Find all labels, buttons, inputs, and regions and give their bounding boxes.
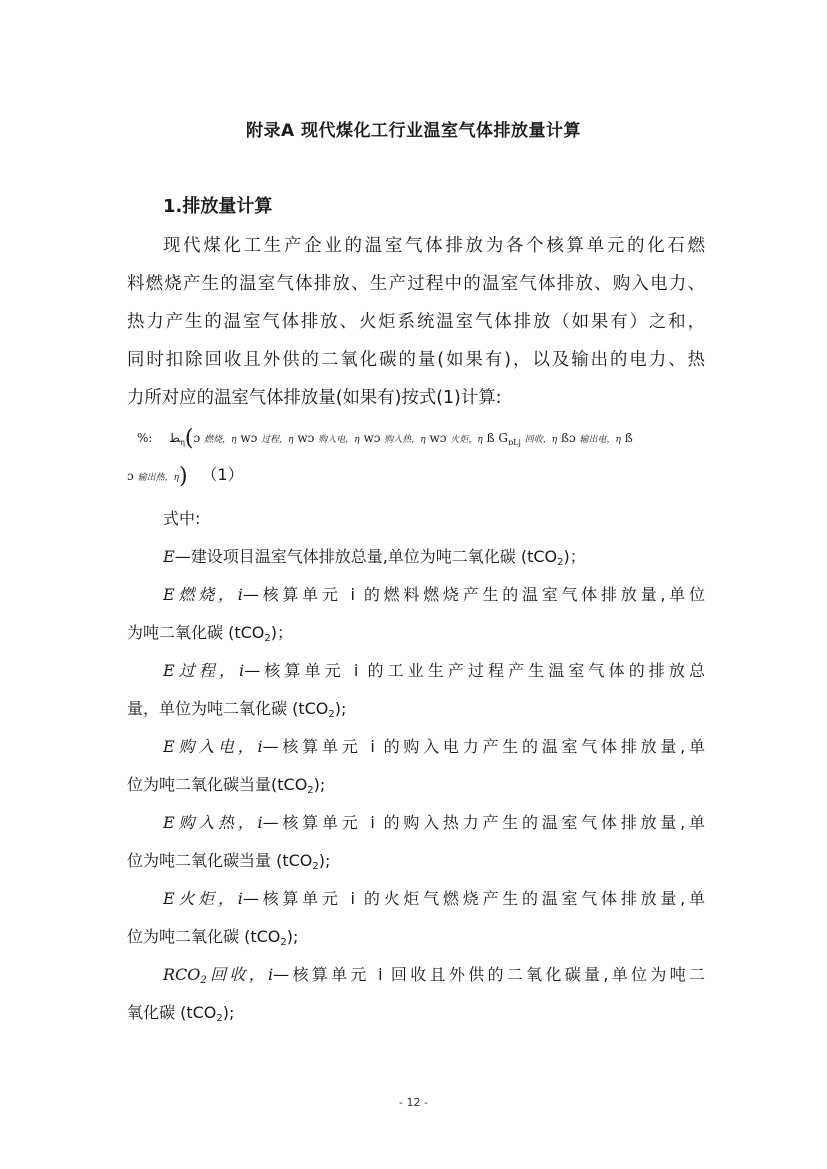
formula-symbol: wɔ: [240, 431, 258, 445]
definition-E: [127, 538, 705, 576]
formula-paren-open: (: [184, 426, 194, 451]
subscript: 2: [557, 557, 564, 568]
definition-E-process: [127, 652, 705, 690]
definition-E-combustion: [127, 576, 705, 614]
subscript: 2: [307, 785, 314, 796]
page-number: - 12 -: [399, 1096, 428, 1109]
subscript: 2: [312, 861, 319, 872]
definition-text: );: [286, 927, 299, 946]
section-heading: 1.排放量计算: [163, 196, 273, 217]
intro-line: 热力产生的温室气体排放、火炬系统温室气体排放（如果有）之和，: [127, 312, 705, 332]
definition-symbol: E购入电，i: [163, 737, 263, 756]
subscript: 2: [200, 975, 207, 986]
subscript: 2: [280, 937, 287, 948]
definition-symbol: [163, 965, 273, 984]
intro-line: 同时扣除回收且外供的二氧化碳的量(如果有)，以及输出的电力、热: [127, 350, 705, 370]
definition-text: 量，单位为吨二氧化碳 (tCO: [127, 699, 329, 718]
intro-line: 力所对应的温室气体排放量(如果有)按式(1)计算:: [127, 388, 502, 408]
definition-E-flare: [127, 880, 705, 918]
definition-text: 位为吨二氧化碳当量 (tCO: [127, 851, 313, 870]
definition-continuation: [127, 614, 705, 652]
definition-text: —建设项目温室气体排放总量,单位为吨二氧化碳 (tCO: [174, 547, 558, 566]
subscript: 2: [328, 709, 335, 720]
definition-continuation: [127, 994, 705, 1032]
definition-text: 为吨二氧化碳 (tCO: [127, 623, 265, 642]
definition-text: —核算单元 i 的购入电力产生的温室气体排放量,单: [262, 737, 705, 756]
definition-text: )；: [270, 623, 293, 642]
symbol-part: 回收，i: [206, 965, 274, 984]
definition-symbol: E火炬，i: [163, 889, 243, 908]
formula-symbol: wɔ: [363, 431, 381, 445]
formula-symbol: ßɔ: [560, 431, 576, 445]
formula-symbol: ɔ: [127, 469, 134, 483]
formula-term: 过程，η: [261, 435, 294, 445]
formula-sub: ɒǈ: [507, 438, 521, 447]
intro-line: 现代煤化工生产企业的温室气体排放为各个核算单元的化石燃: [163, 236, 705, 256]
formula-symbol: ß G: [486, 431, 508, 445]
subscript: 2: [264, 633, 271, 644]
formula-term: 火炬，η: [450, 435, 483, 445]
definition-text: 位为吨二氧化碳 (tCO: [127, 927, 281, 946]
definitions-list: [127, 500, 705, 1032]
definition-text: 氧化碳 (tCO: [127, 1003, 217, 1022]
formula-symbol: wɔ: [297, 431, 315, 445]
definition-text: —核算单元 i 的购入热力产生的温室气体排放量,单: [262, 813, 705, 832]
formula-symbol: ß: [624, 431, 633, 445]
formula-lhs: %:: [137, 431, 153, 445]
definition-continuation: [127, 766, 705, 804]
definition-text: —核算单元 i 的火炬气燃烧产生的温室气体排放量,单: [242, 889, 705, 908]
definition-RCO2-recovered: [127, 956, 705, 994]
definition-continuation: [127, 918, 705, 956]
formula-term: 回收，η: [524, 435, 558, 445]
definition-symbol: E过程，i: [163, 661, 245, 680]
definition-text: 位为吨二氧化碳当量(tCO: [127, 775, 308, 794]
definition-symbol: E燃烧，i: [163, 585, 243, 604]
definition-text: —核算单元 i 回收且外供的二氧化碳量,单位为吨二: [273, 965, 705, 984]
formula-term: 购入电，η: [318, 435, 360, 445]
definition-continuation: [127, 690, 705, 728]
formula-line-1: [137, 426, 697, 450]
definition-text: );: [318, 851, 331, 870]
formula-sum: ﻄ: [170, 431, 181, 445]
appendix-title: 附录A 现代煤化工行业温室气体排放量计算: [245, 121, 582, 141]
formula-term: 输出电，η: [579, 435, 621, 445]
formula-term: 输出热，η: [137, 473, 179, 483]
equation-number: （1）: [201, 465, 244, 484]
definition-text: —核算单元 i 的燃料燃烧产生的温室气体排放量,单位: [242, 585, 705, 604]
formula-sub: η: [180, 438, 185, 447]
definition-text: —核算单元 i 的工业生产过程产生温室气体的排放总: [244, 661, 705, 680]
formula-term: 购入热，η: [384, 435, 426, 445]
intro-paragraph: [127, 227, 705, 417]
symbol-part: RCO: [163, 965, 201, 984]
formula-symbol: wɔ: [429, 431, 447, 445]
definition-symbol: E: [163, 547, 175, 566]
where-label: 式中:: [163, 509, 201, 528]
definition-text: );: [222, 1003, 235, 1022]
formula-symbol: ɔ: [193, 431, 201, 445]
definition-text: )；: [563, 547, 586, 566]
definition-text: );: [313, 775, 326, 794]
formula-paren-close: ): [178, 464, 188, 489]
subscript: 2: [216, 1013, 223, 1024]
definition-text: );: [334, 699, 347, 718]
intro-line: 料燃烧产生的温室气体排放、生产过程中的温室气体排放、购入电力、: [127, 274, 705, 294]
definition-E-purchased-heat: [127, 804, 705, 842]
definition-continuation: [127, 842, 705, 880]
formula-line-2: [127, 462, 687, 488]
formula-term: 燃烧，η: [204, 435, 237, 445]
definition-symbol: E购入热，i: [163, 813, 263, 832]
definition-E-purchased-electricity: [127, 728, 705, 766]
